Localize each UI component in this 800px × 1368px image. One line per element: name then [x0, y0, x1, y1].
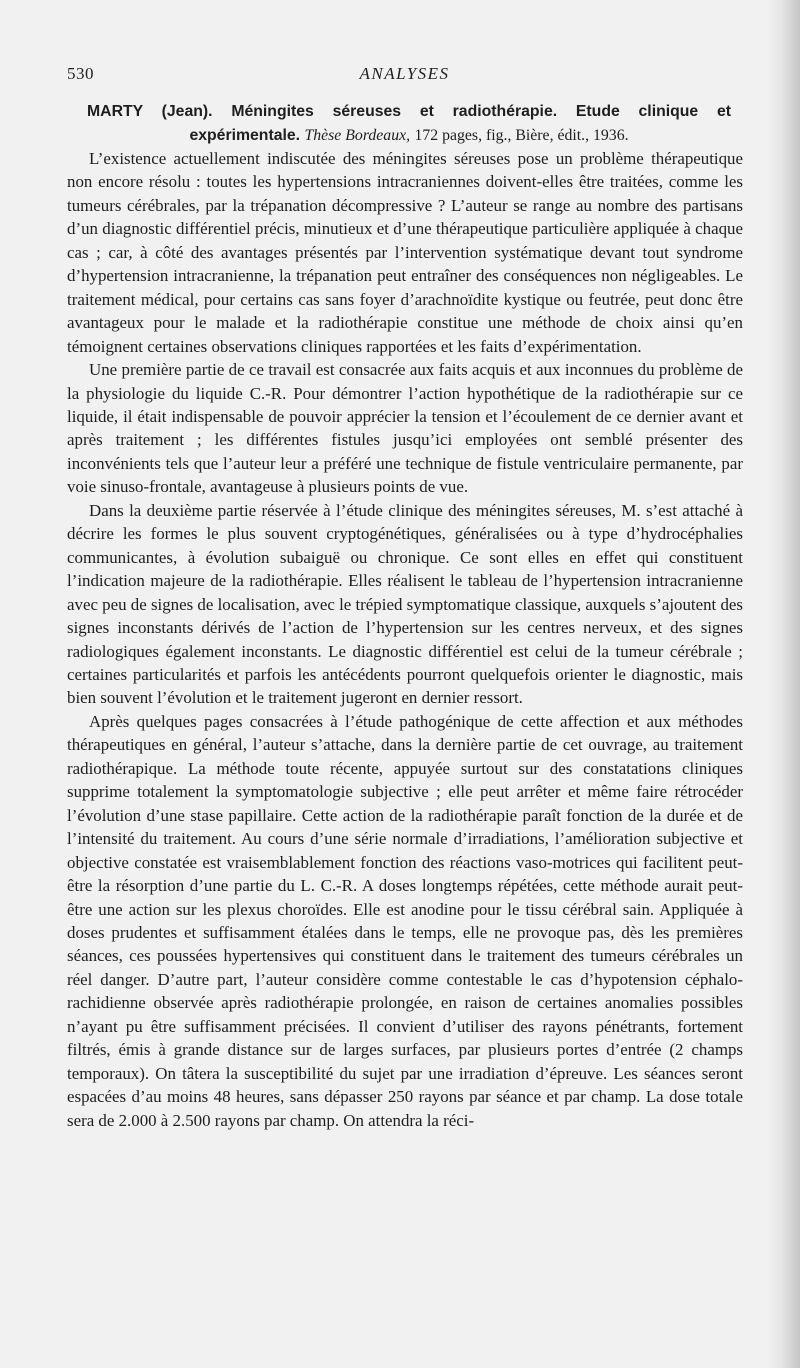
bibliographic-citation — [67, 100, 743, 147]
citation-title: Méningites séreuses et radiothérapie. Etude clinique et expérimentale. — [189, 103, 732, 144]
paragraph-physiology: Une première partie de ce travail est consacrée aux faits acquis et aux inconnues du problème de la physiologie du liquide C.-R. Pour démontrer l’action hypothétique de la radiothérapie sur ce liquide, il était indispensable de pouvoir apprécier la tension et l’écoulement de ce dernier avant et après traitement ; les différentes fistules jusqu’ici employées ont semblé présenter des inconvénients tels que l’auteur leur a préféré une technique de fistule ventriculaire permanente, par voie sinuso-frontale, avantageuse à plusieurs points de vue. — [67, 360, 743, 497]
running-head: ANALYSES — [359, 64, 450, 83]
page-edge-shadow — [766, 0, 800, 1368]
citation-author: MARTY (Jean). — [87, 103, 213, 120]
page-header — [67, 64, 742, 88]
page-number: 530 — [67, 64, 94, 83]
citation-journal: Thèse Bordeaux, — [304, 126, 411, 144]
paragraph-clinical-study: Dans la deuxième partie réservée à l’étude clinique des méningites séreuses, M. s’est attaché à décrire les formes le plus souvent cryptogénétiques, généralisées ou à type d’hydrocéphalies communicantes, à évolution subaiguë ou chronique. Ce sont elles en effet qui constituent l’indication majeure de la radiothérapie. Elles réalisent le tableau de l’hypertension intracranienne avec peu de signes de localisation, avec le trépied symptomatique classique, auxquels s’ajoutent des signes inconstants dérivés de l’action de l’hypertension sur les centres nerveux, et des signes radiologiques également inconstants. Le diagnostic différentiel est celui de la tumeur cérébrale ; certaines particularités et parfois les antécédents pourront quelquefois orienter le diagnostic, mais bien souvent l’évolution et le traitement jugeront en dernier ressort. — [67, 500, 743, 708]
paragraph-introduction: L’existence actuellement indiscutée des méningites séreuses pose un problème thérapeutique non encore résolu : toutes les hypertensions intracraniennes doivent-elles être traitées, comme les tumeurs cérébrales, par la trépanation décompressive ? L’auteur se range au nombre des partisans d’un diagnostic différentiel précis, minutieux et d’une thérapeutique particulière appliquée à chaque cas ; car, à côté des avantages présentés par l’intervention systématique devant tout syndrome d’hypertension intracranienne, la trépanation peut entraîner des conséquences non négligeables. Le traitement médical, pour certains cas sans foyer d’arachnoïdite kystique ou feutrée, peut donc être avantageux pour le malade et la radiothérapie constitue une méthode de choix ainsi qu’en témoignent certaines observations cliniques rapportées et les faits d’expérimentation. — [67, 149, 743, 356]
paragraph-radiotherapy: Après quelques pages consacrées à l’étude pathogénique de cette affection et aux méthodes thérapeutiques en général, l’auteur s’attache, dans la dernière partie de cet ouvrage, au traitement radiothérapique. La méthode toute récente, appuyée surtout sur des constatations cliniques supprime totalement la symptomatologie subjective ; elle peut arrêter et même faire rétrocéder l’évolution d’une stase papillaire. Cette action de la radiothérapie paraît fonction de la durée et de l’intensité du traitement. Au cours d’une série normale d’irradiations, l’amélioration subjective et objective constatée est vraisemblablement fonction des réactions vaso-motrices qui facilitent peut-être la résorption d’une partie du L. C.-R. A doses longtemps répétées, cette méthode aurait peut-être une action sur les plexus choroïdes. Elle est anodine pour le tissu cérébral sain. Appliquée à doses prudentes et suffisamment étalées dans le temps, elle ne provoque pas, dès les premières séances, ces poussées hypertensives qui constituent dans le traitement des tumeurs cérébrales un réel danger. D’autre part, l’auteur considère comme contestable le cas d’hypotension céphalo-rachidienne observée après radiothérapie prolongée, en raison de certaines anomalies possibles n’ayant pu être suffisamment précisées. Il convient d’utiliser des rayons pénétrants, fortement filtrés, émis à grande distance sur de larges surfaces, par plusieurs portes d’entrée (2 champs temporaux). On tâtera la susceptibilité du sujet par une irradiation d’épreuve. Les séances seront espacées d’au moins 48 heures, sans dépasser 250 rayons par séance et par champ. La dose totale sera de 2.000 à 2.500 rayons par champ. On attendra la réci- — [67, 711, 743, 1130]
article-content — [67, 100, 743, 1132]
citation-details: 172 pages, fig., Bière, édit., 1936. — [414, 126, 629, 144]
